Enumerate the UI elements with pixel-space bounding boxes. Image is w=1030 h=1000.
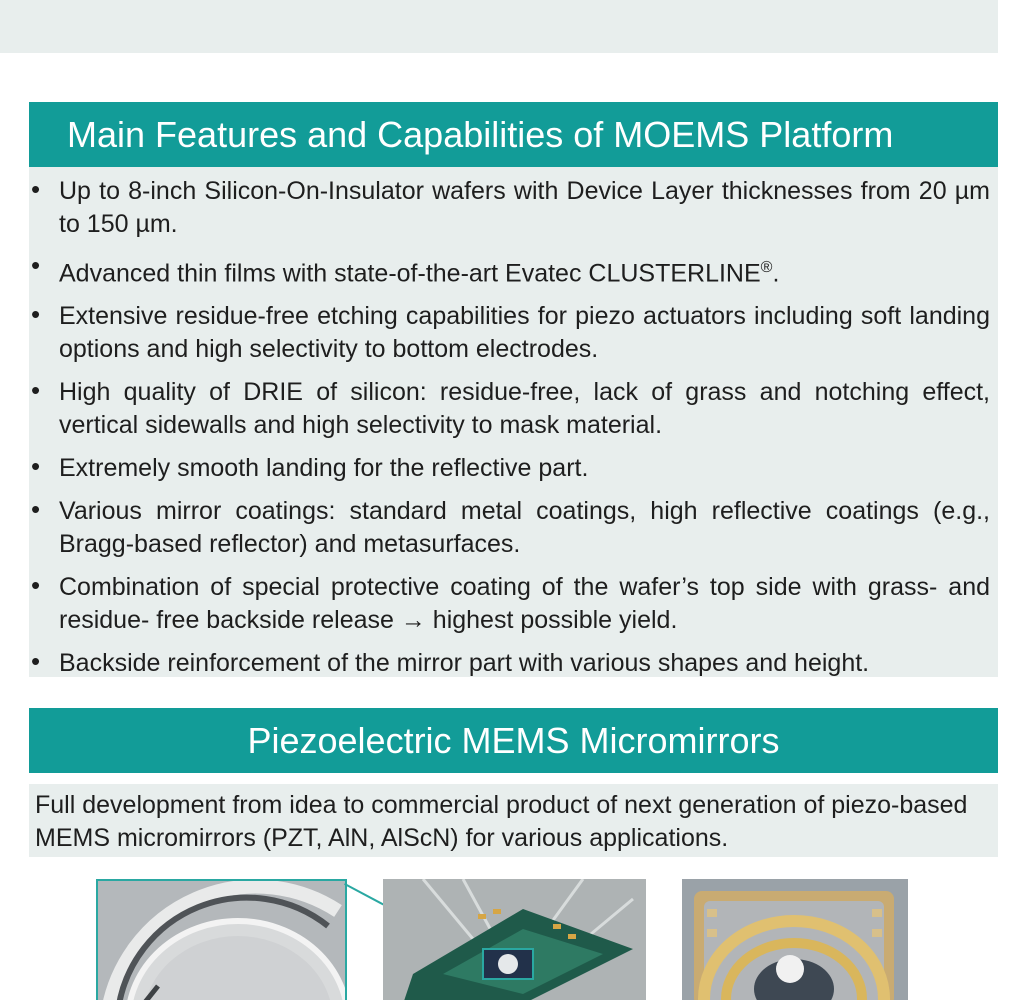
bullet-icon: •: [31, 250, 41, 280]
features-section-title: Main Features and Capabilities of MOEMS Platform: [29, 102, 998, 167]
registered-mark: ®: [760, 259, 773, 276]
feature-item: [29, 452, 990, 485]
features-list: [29, 175, 990, 680]
bullet-icon: •: [31, 646, 41, 677]
bullet-icon: •: [31, 375, 41, 406]
feature-item: [29, 376, 990, 442]
feature-suffix: .: [772, 259, 780, 288]
feature-item: [29, 495, 990, 561]
mirrors-description: Full development from idea to commercial product of next generation of piezo-based MEMS micromirrors (PZT, AlN, AlScN) for various applications.: [29, 784, 998, 857]
feature-text: Various mirror coatings: standard metal coatings, high reflective coatings (e.g., Bragg-based reflector) and metasurfaces.: [59, 497, 990, 559]
feature-item: [29, 251, 990, 290]
ring-micromirror-image: [682, 879, 908, 1000]
sem-micromirror-graphic: [98, 881, 347, 1000]
features-panel: [29, 167, 998, 677]
packaged-chip-image: [383, 879, 646, 1000]
sem-micromirror-image: [96, 879, 347, 1000]
feature-text: Extensive residue-free etching capabilities for piezo actuators including soft landing options and high selectivity to bottom electrodes.: [59, 302, 990, 364]
bullet-icon: •: [31, 299, 41, 330]
packaged-chip-graphic: [383, 879, 646, 1000]
feature-text: Combination of special protective coating of the wafer’s top side with grass- and residue- free backside release → highest possible yield.: [59, 573, 990, 635]
feature-item: [29, 647, 990, 680]
ring-micromirror-graphic: [682, 879, 908, 1000]
mirrors-section-title: Piezoelectric MEMS Micromirrors: [29, 708, 998, 773]
feature-text: High quality of DRIE of silicon: residue-free, lack of grass and notching effect, vertical sidewalls and high selectivity to mask material.: [59, 378, 990, 440]
bullet-icon: •: [31, 494, 41, 525]
bullet-icon: •: [31, 570, 41, 601]
feature-item: [29, 175, 990, 241]
feature-text: Up to 8-inch Silicon-On-Insulator wafers with Device Layer thicknesses from 20 µm to 150 µm.: [59, 177, 990, 238]
feature-item: [29, 300, 990, 366]
top-band: [0, 0, 998, 53]
feature-item: [29, 571, 990, 637]
bullet-icon: •: [31, 174, 41, 204]
feature-text: Extremely smooth landing for the reflective part.: [59, 454, 589, 483]
bullet-icon: •: [31, 451, 41, 482]
feature-text: Backside reinforcement of the mirror part with various shapes and height.: [59, 649, 870, 678]
feature-text: Advanced thin films with state-of-the-art Evatec CLUSTERLINE: [59, 259, 761, 288]
